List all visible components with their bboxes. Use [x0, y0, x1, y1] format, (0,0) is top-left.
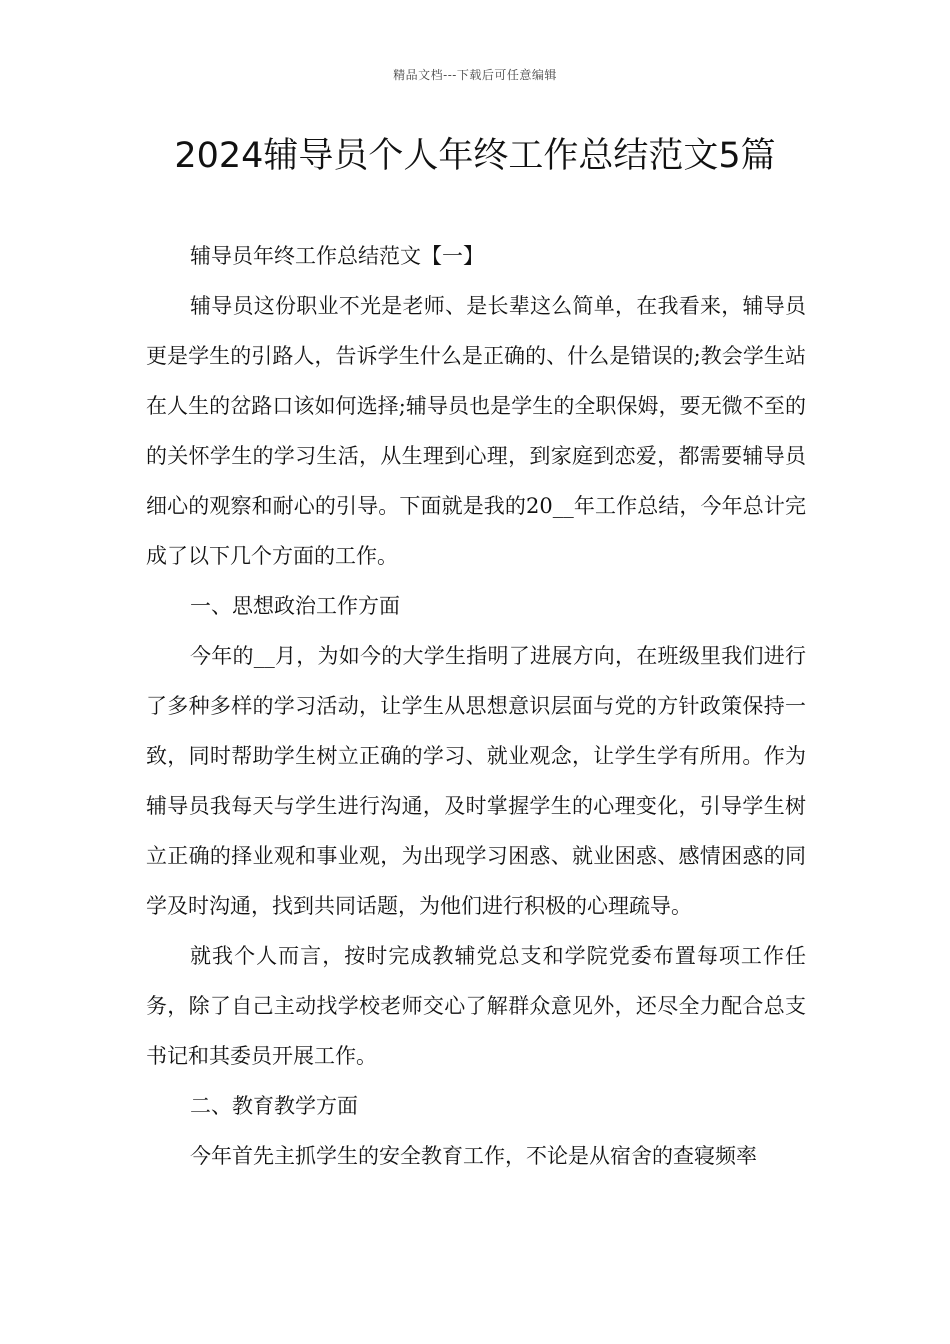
section-heading-teaching: 二、教育教学方面: [190, 1094, 358, 1118]
paragraph-safety-education: 今年首先主抓学生的安全教育工作，不论是从宿舍的查寝频率: [190, 1144, 757, 1168]
paragraph-personal-work: 就我个人而言，按时完成教辅党总支和学院党委布置每项工作任务，除了自己主动找学校老师交心了解群众意见外，还尽全力配合总支书记和其委员开展工作。: [146, 944, 806, 1068]
paragraph-intro: 辅导员这份职业不光是老师、是长辈这么简单，在我看来，辅导员更是学生的引路人，告诉学生什么是正确的、什么是错误的;教会学生站在人生的岔路口该如何选择;辅导员也是学生的全职保姆，要无微不至的的关怀学生的学习生活，从生理到心理，到家庭到恋爱，都需要辅导员细心的观察和耐心的引导。下面就是我的20__年工作总结，今年总计完成了以下几个方面的工作。: [146, 294, 806, 568]
document-body: [146, 231, 806, 1181]
header-note: 精品文档---下载后可任意编辑: [393, 68, 557, 82]
paragraph-political-work: 今年的__月，为如今的大学生指明了进展方向，在班级里我们进行了多种多样的学习活动，让学生从思想意识层面与党的方针政策保持一致，同时帮助学生树立正确的学习、就业观念，让学生学有所用。作为辅导员我每天与学生进行沟通，及时掌握学生的心理变化，引导学生树立正确的择业观和事业观，为出现学习困惑、就业困惑、感情困惑的同学及时沟通，找到共同话题，为他们进行积极的心理疏导。: [146, 644, 806, 918]
document-title: 2024辅导员个人年终工作总结范文5篇: [174, 136, 776, 176]
section-heading-political-work: 一、思想政治工作方面: [190, 594, 400, 618]
section-heading-one: 辅导员年终工作总结范文【一】: [190, 244, 484, 268]
